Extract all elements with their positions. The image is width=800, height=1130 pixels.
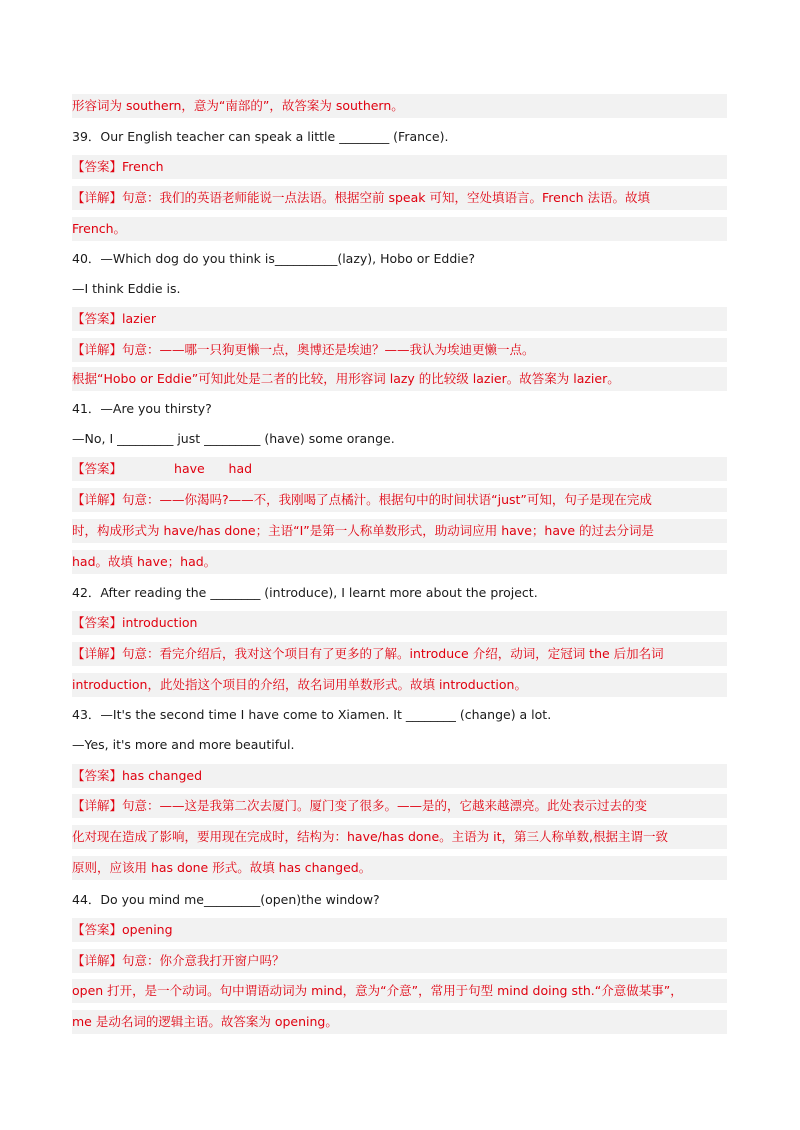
explanation-line: 时，构成形式为 have/has done；主语“I”是第一人称单数形式，助动词应用 have；have 的过去分词是 [72,519,727,543]
answer-label: 【答案】 [72,461,123,476]
explanation-line: 根据“Hobo or Eddie”可知此处是二者的比较，用形容词 lazy 的比较级 lazier。故答案为 lazier。 [72,367,727,391]
answer-value: have [174,461,205,476]
explanation-line: introduction，此处指这个项目的介绍，故名词用单数形式。故填 introduction。 [72,673,727,697]
explanation-line: 原则，应该用 has done 形式。故填 has changed。 [72,856,727,880]
answer-line: 【答案】introduction [72,611,727,635]
answer-line: 【答案】has changed [72,764,727,788]
question-line: —I think Eddie is. [72,281,181,296]
answer-line [72,457,727,481]
explanation-line: 【详解】句意：——你渴吗?——不，我刚喝了点橘汁。根据句中的时间状语“just”可知，句子是现在完成 [72,488,727,512]
question-42: 42．After reading the ________ (introduce), I learnt more about the project. [72,585,538,600]
answer-line: 【答案】opening [72,918,727,942]
explanation-line: 【详解】句意：我们的英语老师能说一点法语。根据空前 speak 可知，空处填语言。French 法语。故填 [72,186,727,210]
explanation-line: open 打开，是一个动词。句中谓语动词为 mind，意为“介意”，常用于句型 mind doing sth.“介意做某事”， [72,979,727,1003]
question-line: —Yes, it's more and more beautiful. [72,737,295,752]
explanation-line: 化对现在造成了影响，要用现在完成时，结构为：have/has done。主语为 it，第三人称单数,根据主谓一致 [72,825,727,849]
question-44: 44．Do you mind me_________(open)the window? [72,892,380,907]
explanation-line: 【详解】句意：看完介绍后，我对这个项目有了更多的了解。introduce 介绍，动词，定冠词 the 后加名词 [72,642,727,666]
explanation-line: French。 [72,217,727,241]
question-line: —No, I _________ just _________ (have) some orange. [72,431,395,446]
explanation-line: 【详解】句意：你介意我打开窗户吗？ [72,949,727,973]
answer-value: had [228,461,253,476]
question-39: 39．Our English teacher can speak a little ________ (France). [72,129,449,144]
explanation-line: 形容词为 southern，意为“南部的”，故答案为 southern。 [72,94,727,118]
answer-line: 【答案】lazier [72,307,727,331]
explanation-line: had。故填 have；had。 [72,550,727,574]
question-43: 43．—It's the second time I have come to Xiamen. It ________ (change) a lot. [72,707,552,722]
explanation-line: me 是动名词的逻辑主语。故答案为 opening。 [72,1010,727,1034]
question-41: 41．—Are you thirsty? [72,401,212,416]
explanation-line: 【详解】句意：——这是我第二次去厦门。厦门变了很多。——是的，它越来越漂亮。此处表示过去的变 [72,794,727,818]
explanation-line: 【详解】句意：——哪一只狗更懒一点，奥博还是埃迪？——我认为埃迪更懒一点。 [72,338,727,362]
question-40: 40．—Which dog do you think is__________(lazy), Hobo or Eddie? [72,251,476,266]
answer-line: 【答案】French [72,155,727,179]
